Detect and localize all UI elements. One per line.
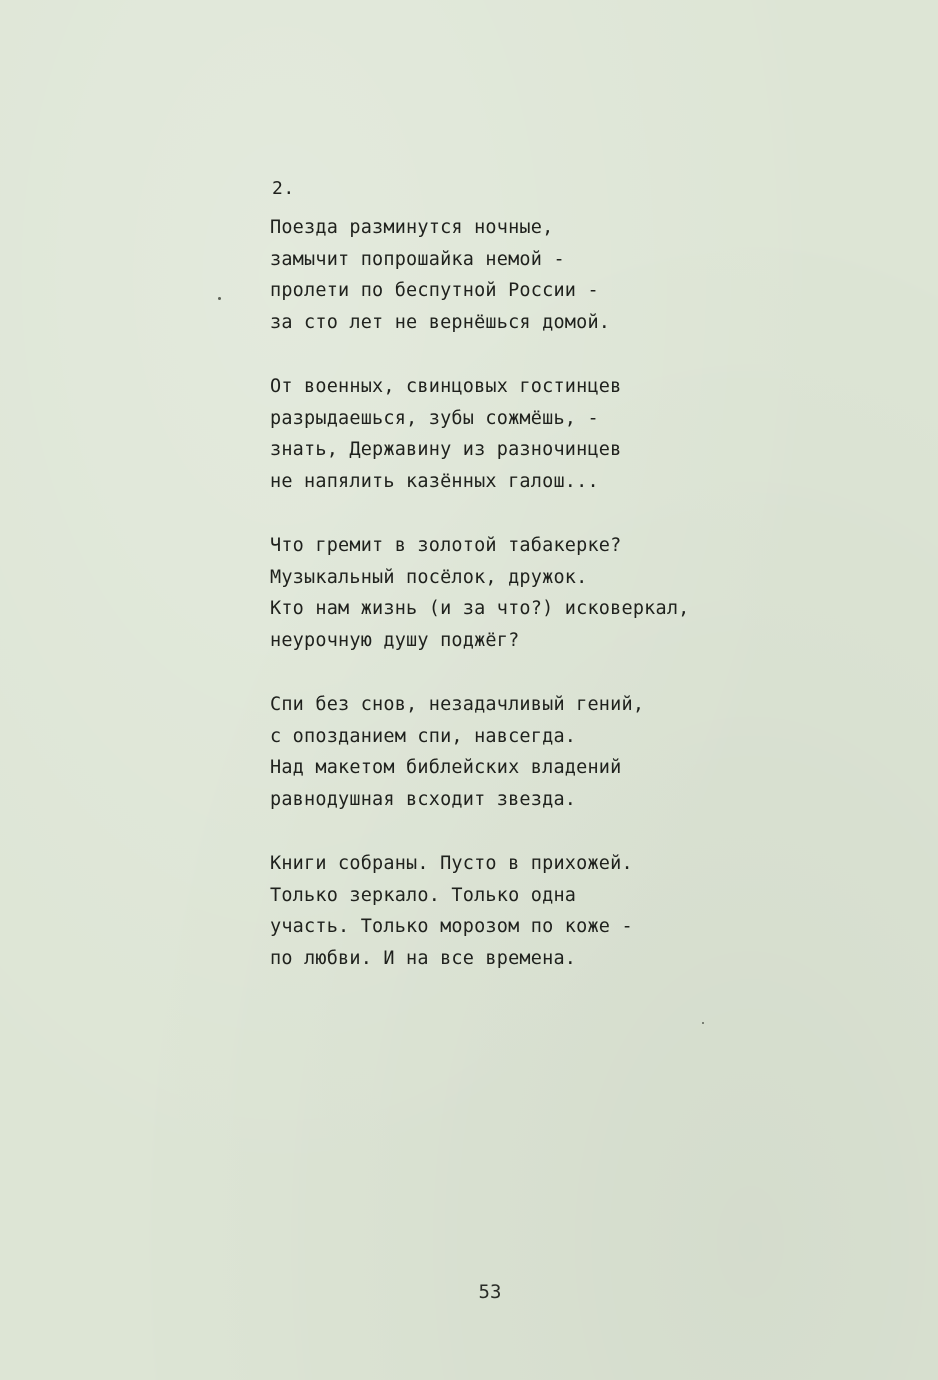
poem-line: От военных, свинцовых гостинцев	[270, 376, 622, 397]
paper-speck	[218, 297, 221, 300]
stanza	[270, 848, 910, 974]
stanza	[270, 530, 910, 656]
poem-line: Над макетом библейских владений	[270, 757, 622, 778]
poem-line: знать, Державину из разночинцев	[270, 439, 622, 460]
poem-line: Только зеркало. Только одна	[270, 884, 577, 906]
page-number: 53	[478, 1281, 502, 1303]
poem-line: по любви. И на все времена.	[270, 947, 577, 969]
poem-line: Что гремит в золотой табакерке?	[270, 535, 622, 556]
stanza	[270, 212, 910, 338]
poem-line: Музыкальный посёлок, дружок.	[270, 566, 588, 588]
poem	[270, 176, 910, 1007]
poem-line: пролети по беспутной России -	[270, 280, 599, 301]
poem-line: замычит попрошайка немой -	[270, 248, 565, 270]
poem-line: за сто лет не вернёшься домой.	[270, 311, 611, 333]
poem-line: Спи без снов, незадачливый гений,	[270, 694, 645, 715]
poem-line: Кто нам жизнь (и за что?) исковеркал,	[270, 598, 690, 619]
stanza	[270, 689, 910, 815]
paper-speck	[702, 1022, 704, 1024]
poem-line: с опозданием спи, навсегда.	[270, 725, 577, 747]
stanza	[270, 371, 910, 497]
poem-line: не напялить казённых галош...	[270, 470, 599, 492]
poem-line: неурочную душу поджёг?	[270, 629, 520, 651]
poem-line: разрыдаешься, зубы сожмёшь, -	[270, 407, 599, 429]
poem-line: участь. Только морозом по коже -	[270, 916, 633, 937]
poem-line: Книги собраны. Пусто в прихожей.	[270, 853, 633, 874]
poem-line: равнодушная всходит звезда.	[270, 788, 577, 810]
poem-line: Поезда разминутся ночные,	[270, 217, 554, 238]
section-number: 2.	[272, 178, 295, 199]
